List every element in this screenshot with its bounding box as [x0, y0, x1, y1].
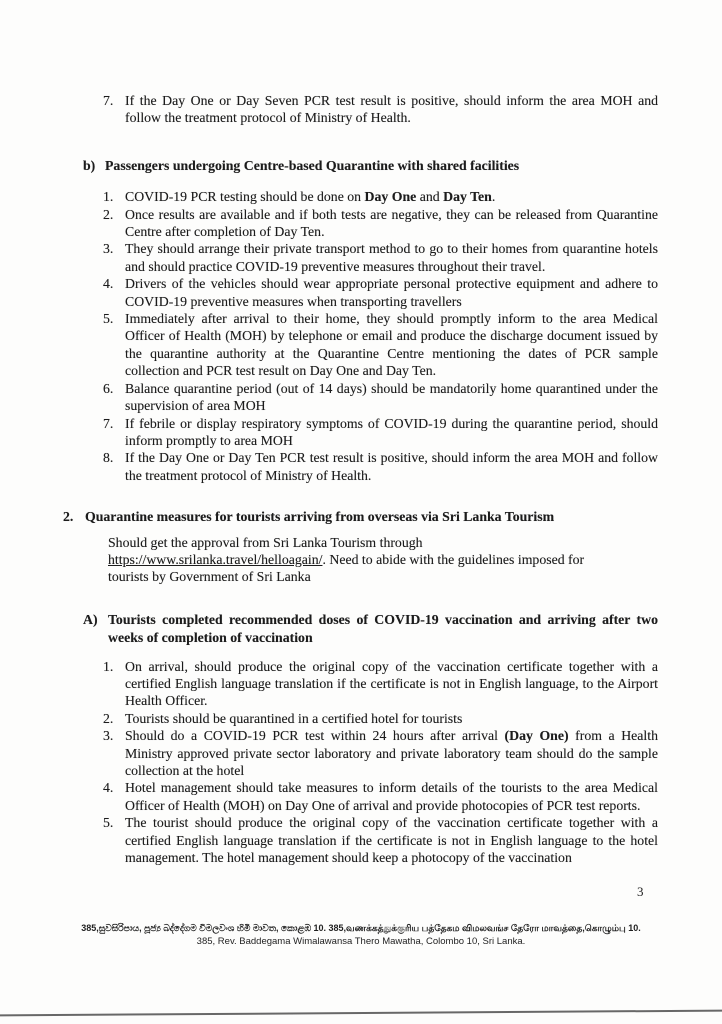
- list-item: [103, 449, 658, 484]
- section-2-label: 2.: [63, 509, 74, 525]
- list-item-number: 8.: [103, 450, 114, 466]
- list-item-text: If the Day One or Day Seven PCR test result is positive, should inform the area MOH and follow the treatment protocol of Ministry of Health.: [125, 93, 658, 126]
- footer-address-sinhala-tamil: 385,සුවසිරිපාය, පූජ්‍ය බද්දේගම විමලවංශ හිමි මාවත, කොළඹ 10. 385,வணக்கத்துக்குரிய பத்தேகம விமலவங்ச தேரோ மாவத்தை,கொழும்பு 10.: [81, 923, 641, 933]
- list-item: [103, 310, 658, 380]
- section-2-title: Quarantine measures for tourists arriving from overseas via Sri Lanka Tourism: [85, 509, 555, 525]
- list-item-number: 2.: [103, 710, 114, 726]
- page-content: [63, 92, 658, 866]
- list-item-text: Tourists should be quarantined in a certified hotel for tourists: [125, 710, 463, 726]
- page-number: 3: [637, 884, 644, 899]
- section-b-list: [103, 188, 658, 484]
- list-item-text: Immediately after arrival to their home, they should promptly inform to the area Medical Officer of Health (MOH) by telephone or email and produce the discharge document issued by the quarantine authority at the Quarantine Centre mentioning the dates of PCR sample collection and PCR test result on Day One and Day Ten.: [125, 311, 658, 379]
- section-b-heading: [83, 157, 658, 174]
- list-item-number: 6.: [103, 380, 114, 396]
- continued-list: [103, 92, 658, 127]
- list-item: [103, 206, 658, 241]
- section-a-list: [103, 658, 658, 867]
- list-item: [103, 275, 658, 310]
- section-b-title: Passengers undergoing Centre-based Quarantine with shared facilities: [105, 157, 520, 173]
- list-item: [103, 92, 658, 127]
- section-a-heading: [83, 611, 658, 648]
- section-2-heading: [63, 508, 658, 525]
- list-item-number: 3.: [103, 728, 114, 744]
- list-item-text: If febrile or display respiratory symptoms of COVID-19 during the quarantine period, should inform promptly to area MOH: [125, 415, 658, 448]
- list-item-number: 2.: [103, 206, 114, 222]
- srilanka-travel-link[interactable]: https://www.srilanka.travel/helloagain/: [108, 551, 323, 567]
- list-item: [103, 710, 658, 727]
- section-b-label: b): [83, 157, 96, 173]
- list-item-number: 7.: [103, 93, 114, 108]
- scan-edge-line: [0, 1010, 722, 1016]
- list-item-number: 5.: [103, 815, 114, 831]
- list-item-number: 1.: [103, 189, 114, 205]
- list-item: [103, 779, 658, 814]
- list-item-text: If the Day One or Day Ten PCR test result is positive, should inform the area MOH and follow the treatment protocol of Ministry of Health.: [125, 450, 658, 483]
- footer: [0, 921, 722, 949]
- list-item-text: Balance quarantine period (out of 14 days) should be mandatorily home quarantined under the supervision of area MOH: [125, 380, 658, 414]
- list-item-text: Drivers of the vehicles should wear appropriate personal protective equipment and adhere to COVID-19 preventive measures when transporting travellers: [125, 276, 658, 309]
- section-a-title: Tourists completed recommended doses of COVID-19 vaccination and arriving after two weeks of completion of vaccination: [108, 611, 658, 646]
- list-item-number: 4.: [103, 276, 114, 292]
- section-a-label: A): [83, 611, 98, 627]
- paragraph-line: tourists by Government of Sri Lanka: [108, 568, 311, 584]
- list-item-text: The tourist should produce the original copy of the vaccination certificate together with a certified English language translation if the certificate is not in English language to the hotel management. The hotel management should keep a photocopy of the vaccination: [125, 815, 658, 865]
- list-item-text: Should do a COVID-19 PCR test within 24 hours after arrival (Day One) from a Health Ministry approved private sector laboratory and private laboratory team should do the sample collection at the hotel: [125, 728, 658, 778]
- list-item: [103, 415, 658, 450]
- list-item-text: On arrival, should produce the original copy of the vaccination certificate together with a certified English language translation if the certificate is not in English language, to the Airport Health Officer.: [125, 658, 658, 709]
- list-item-text: Hotel management should take measures to inform details of the tourists to the area Medical Officer of Health (MOH) on Day One of arrival and provide photocopies of PCR test reports.: [125, 780, 658, 813]
- list-item-text: COVID-19 PCR testing should be done on Day One and Day Ten.: [125, 189, 496, 205]
- list-item-number: 3.: [103, 241, 114, 257]
- list-item-number: 5.: [103, 311, 114, 327]
- list-item-number: 7.: [103, 415, 114, 431]
- list-item: [103, 240, 658, 275]
- list-item: [103, 380, 658, 415]
- paragraph-line: . Need to abide with the guidelines imposed for: [322, 551, 585, 567]
- list-item-number: 4.: [103, 780, 114, 796]
- list-item: [103, 188, 658, 205]
- section-2-paragraph: [108, 534, 610, 585]
- list-item: [103, 727, 658, 779]
- list-item-text: They should arrange their private transport method to go to their homes from quarantine hotels and should practice COVID-19 preventive measures throughout their travel.: [125, 241, 658, 274]
- list-item: [103, 814, 658, 866]
- footer-address-english: 385, Rev. Baddegama Wimalawansa Thero Mawatha, Colombo 10, Sri Lanka.: [196, 936, 526, 947]
- paragraph-line: Should get the approval from Sri Lanka Tourism through: [108, 534, 423, 550]
- list-item: [103, 658, 658, 710]
- list-item-text: Once results are available and if both tests are negative, they can be released from Quarantine Centre after completion of Day Ten.: [125, 206, 658, 240]
- list-item-number: 1.: [103, 658, 114, 674]
